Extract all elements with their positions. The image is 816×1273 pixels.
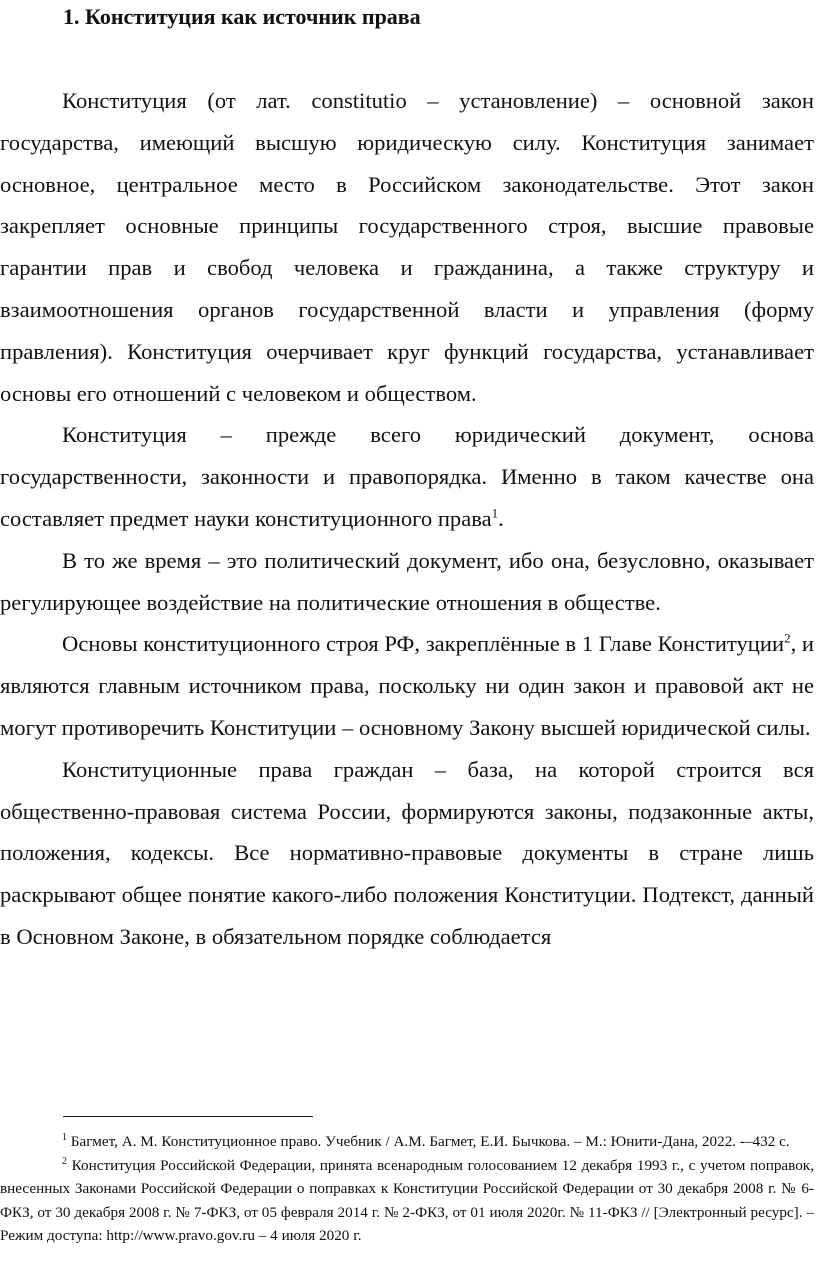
paragraph-tail: . <box>498 505 504 531</box>
footnote-separator <box>63 1116 313 1117</box>
paragraph-constitutional-order <box>0 623 814 748</box>
footnote-2 <box>0 1154 814 1248</box>
footnote-text-1: Багмет, А. М. Конституционное право. Учебник / А.М. Багмет, Е.И. Бычкова. – М.: Юнити-Дана, 2022. -–432 с. <box>70 1133 790 1150</box>
paragraph-definition: Конституция (от лат. constitutio – установление) – основной закон государства, имеющий высшую юридическую силу. Конституция занимает основное, центральное место в Российском законодательстве. Этот закон закрепляет основные принципы государственного строя, высшие правовые гарантии прав и свобод человека и гражданина, а также структуру и взаимоотношения органов государственной власти и управления (форму правления). Конституция очерчивает круг функций государства, устанавливает основы его отношений с человеком и обществом. <box>0 88 814 406</box>
footnotes <box>0 1130 814 1248</box>
paragraph-legal-document <box>0 414 814 539</box>
section-heading: 1. Конституция как источник права <box>63 4 421 29</box>
footnote-text-2: Конституция Российской Федерации, принята всенародным голосованием 12 декабря 1993 г., с учетом поправок, внесенных Законами Российской Федерации о поправках к Конституции Российской Федерации от 30 декабря 2008 г. № 6-ФКЗ, от 30 декабря 2008 г. № 7-ФКЗ, от 05 февраля 2014 г. № 2-ФКЗ, от 01 июля 2020г. № 11-ФКЗ // [Электронный ресурс]. – Режим доступа: http://www.pravo.gov.ru – 4 июля 2020 г. <box>0 1156 814 1244</box>
footnote-1 <box>0 1130 814 1154</box>
paragraph-text: Конституция – прежде всего юридический документ, основа государственности, законности и правопорядка. Именно в таком качестве она составляет предмет науки конституционного права <box>0 422 814 531</box>
paragraph-constitutional-rights: Конституционные права граждан – база, на которой строится вся общественно-правовая система России, формируются законы, подзаконные акты, положения, кодексы. Все нормативно-правовые документы в стране лишь раскрывают общее понятие какого-либо положения Конституции. Подтекст, данный в Основном Законе, в обязательном порядке соблюдается <box>0 756 814 949</box>
footnote-reference-2[interactable]: 2 <box>784 630 791 646</box>
body-text <box>0 80 814 958</box>
footnote-marker-2: 2 <box>62 1155 67 1167</box>
footnote-marker-1: 1 <box>62 1131 67 1143</box>
footnote-reference-1[interactable]: 1 <box>491 505 499 521</box>
paragraph-text-after: , и являются главным источником права, поскольку ни один закон и правовой акт не могут противоречить Конституции – основному Закону высшей юридической силы. <box>0 631 815 740</box>
paragraph-political-document: В то же время – это политический документ, ибо она, безусловно, оказывает регулирующее воздействие на политические отношения в обществе. <box>0 547 814 615</box>
paragraph-text-before: Основы конституционного строя РФ, закреплённые в 1 Главе Конституции <box>62 631 785 657</box>
